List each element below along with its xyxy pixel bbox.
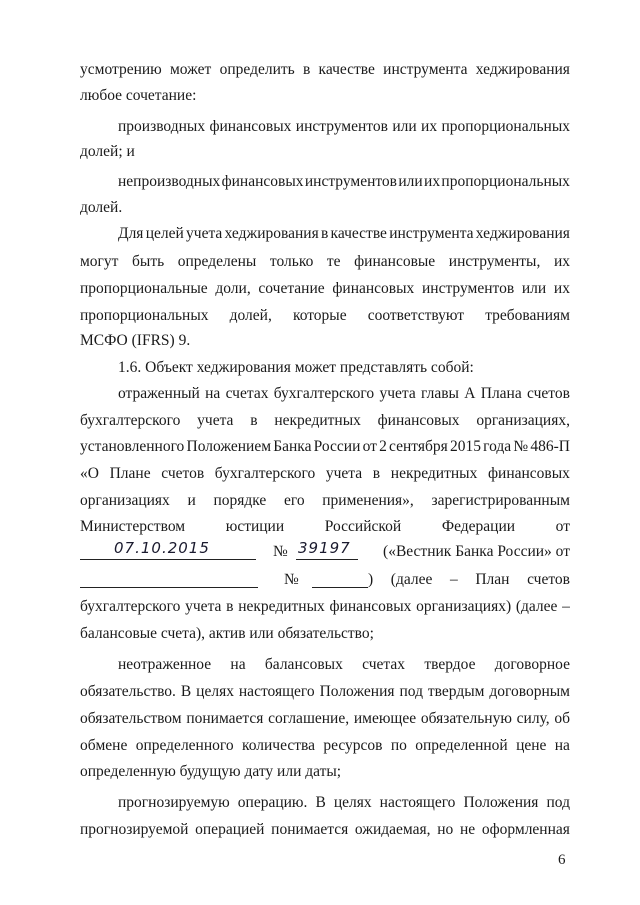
text-line [118,172,570,192]
text-fragment: («Вестник Банка России» от [383,543,570,560]
word: бухгалтерского [273,385,375,402]
word: хеджирования [475,225,570,242]
word: качестве [330,225,387,242]
word: или [521,280,547,297]
word: на [554,737,570,754]
word: те [326,253,341,270]
word: под [399,683,423,700]
word: в [320,225,329,242]
word: производных [118,118,206,135]
word: инструментов [295,118,388,135]
word: Министерством [80,518,186,535]
word: и [187,492,196,509]
word: быть [132,253,165,270]
text-line [80,491,570,511]
text-line [80,252,570,272]
word: их [424,173,441,190]
word: на [205,385,221,402]
word: хеджирования [475,61,570,78]
word: требованиям [485,307,570,324]
word: понимается [186,710,264,727]
word: финансовых [377,412,460,429]
word: юстиции [225,518,285,535]
word: учета [379,385,416,402]
word: могут [80,253,119,270]
text-line: долей. [80,199,123,216]
word: В [180,683,192,700]
number-sign: № [284,571,299,588]
word: финансовых [332,280,415,297]
word: определить [219,61,295,78]
word: – [562,598,570,615]
text-line [80,682,570,702]
word: Положения [463,794,539,811]
word: обмене [80,737,128,754]
word: на [230,656,246,673]
text-line: МСФО (IFRS) 9. [80,332,191,349]
word: 2015 [449,438,481,455]
word: инструмента [383,61,468,78]
word: твердым [427,683,485,700]
text-line: определенную будущую дату или даты; [80,763,342,780]
word: установленного [80,438,185,455]
word: доли, [215,280,251,297]
word: учета [325,465,363,482]
word: учета [197,412,234,429]
word: бухгалтерского [80,598,181,615]
word: Банка [273,438,312,455]
word: счетов [527,385,570,402]
text-line [80,437,570,457]
word: План [475,571,510,588]
word: договорным [489,683,570,700]
word: соответствуют [367,307,465,324]
word: целях [333,794,372,811]
word: ресурсов [323,737,383,754]
word: обязательную [420,710,512,727]
word: организациях, [476,412,570,429]
text-line [80,411,570,431]
handwritten-number: 39197 [298,539,351,557]
word: зарегистрированным [431,492,570,509]
registration-line [80,539,570,562]
blank-date-field [80,570,258,588]
word: долей, [229,307,272,324]
text-line [118,117,570,137]
word: качестве [318,61,375,78]
text-line [118,793,570,813]
word: или [398,173,423,190]
word: счетов [527,571,570,588]
word: некредитных [390,465,478,482]
word: обязательство. [80,683,176,700]
word: не [459,821,476,838]
word: его [283,492,305,509]
text-line [80,464,570,484]
word: Плане [109,465,151,482]
word: от [555,518,570,535]
word: учета [185,598,222,615]
word: их [553,253,570,270]
word: балансовых [264,656,343,673]
word: России [313,438,361,455]
text-line [118,384,570,404]
word: организациях) [416,598,512,615]
word: неотраженное [118,656,212,673]
text-line: любое сочетание: [80,87,197,104]
word: твердое [424,656,476,673]
text-line [80,306,570,326]
section-heading: 1.6. Объект хеджирования может представлять собой: [118,359,474,376]
word: ожидаемая, [354,821,431,838]
word: определенной [415,737,508,754]
word: обязательством [80,710,182,727]
word: хеджирования [224,225,319,242]
word: количества [241,737,315,754]
word: бухгалтерского [80,412,181,429]
word: ) [368,571,374,588]
text-line [118,224,570,244]
word: «О [80,465,99,482]
word: может [170,61,212,78]
handwritten-date-field [80,539,256,560]
word: бухгалтерского [214,465,316,482]
number-sign: № [273,543,288,560]
word: настоящего [379,794,456,811]
word: оформленная [481,821,570,838]
word: их [553,280,570,297]
blank-number-field [312,570,368,588]
text-line [80,60,570,80]
word: в [250,412,258,429]
word: сочетание [258,280,325,297]
word: определены [177,253,257,270]
text-line [80,279,570,299]
word: имеющее [353,710,417,727]
word: об [554,710,570,727]
word: от [362,438,377,455]
page-number: 6 [558,852,566,868]
word: в [226,598,234,615]
word: отраженный [118,385,200,402]
word: главы [421,385,459,402]
word: А [464,385,476,402]
text-line [80,820,570,840]
word: № [513,438,529,455]
word: соглашение, [268,710,350,727]
word: финансовых [329,598,412,615]
word: (далее [390,571,433,588]
word: инструмента [389,225,474,242]
text-line [80,736,570,756]
word: инструментов [422,280,515,297]
word: счетах [225,385,269,402]
word: под [546,794,570,811]
word: некредитных [238,598,325,615]
word: Российской [324,518,402,535]
word: прогнозируемую [118,794,230,811]
word: настоящего [238,683,315,700]
word: 486-П [530,438,570,455]
text-line [80,597,570,617]
word: договорное [494,656,570,673]
word: пропорциональных [441,118,570,135]
word: инструменты, [448,253,541,270]
word: учета [186,225,223,242]
word: порядке [213,492,267,509]
word: года [483,438,512,455]
word: финансовые [354,253,436,270]
text-fragment [368,570,570,590]
word: финансовых [487,465,570,482]
word: инструментов [304,173,398,190]
word: операцией [195,821,265,838]
word: в [302,61,311,78]
word: финансовых [221,173,304,190]
word: определенного [135,737,234,754]
word: только [269,253,314,270]
word: некредитных [274,412,361,429]
word: применения», [322,492,414,509]
word: пропорциональных [80,307,209,324]
blank-fields-line [80,570,570,590]
word: целях [196,683,234,700]
handwritten-number-field [296,539,358,560]
word: но [437,821,454,838]
word: Федерации [441,518,516,535]
text-line: долей; и [80,143,135,160]
word: пропорциональные [80,280,208,297]
text-line [80,709,570,729]
word: по [390,737,407,754]
word: В [315,794,326,811]
word: организациях [80,492,170,509]
text-line [118,655,570,675]
word: непроизводных [118,173,221,190]
word: усмотрению [80,61,162,78]
word: счетах [362,656,406,673]
handwritten-date: 07.10.2015 [114,539,210,557]
word: или [392,118,417,135]
word: цене [516,737,547,754]
word: в [372,465,381,482]
word: Положением [186,438,272,455]
word: финансовых [209,118,292,135]
word: прогнозируемой [80,821,189,838]
word: сентября [389,438,448,455]
word: операцию. [237,794,308,811]
word: Для [118,225,144,242]
word: понимается [271,821,349,838]
word: целей [145,225,184,242]
word: пропорциональных [441,173,570,190]
word: счетов [161,465,205,482]
word: Плана [480,385,522,402]
word: 2 [379,438,387,455]
word: (далее [515,598,558,615]
word: – [449,571,458,588]
word: которые [292,307,347,324]
word: Положения [319,683,395,700]
word: их [421,118,438,135]
text-line [80,517,570,537]
word: силу, [516,710,550,727]
text-line: балансовые счета), актив или обязательство; [80,625,374,642]
